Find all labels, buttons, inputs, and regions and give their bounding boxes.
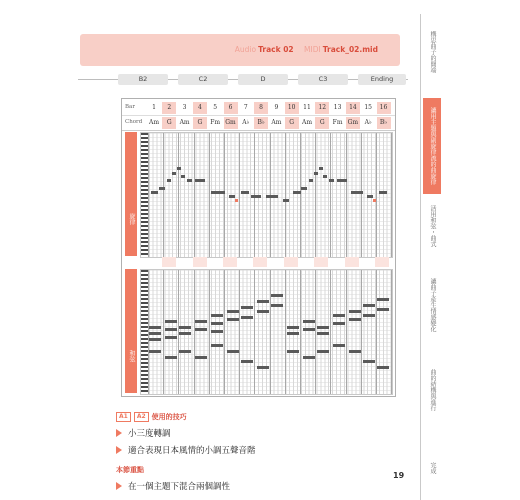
midi-note [257,366,269,369]
strip-cell [345,257,359,267]
nav-item-2-active[interactable]: 讓用主題與副旋律流的曲旋律 [423,98,441,194]
midi-note [149,332,161,335]
bar-number: 8 [254,102,268,114]
midi-note [177,167,181,170]
bar-line [148,133,149,257]
midi-note [165,356,177,359]
bar-number-row [122,101,395,115]
chord-name: B♭ [377,117,391,129]
tip-item: 適合表現日本風情的小調五聲音階 [116,444,406,456]
midi-note [266,195,278,198]
bar-line [346,270,347,394]
bar-line [391,133,392,257]
midi-note [287,332,299,335]
bar-line [270,270,271,394]
midi-note [287,350,299,353]
midi-note [333,322,345,325]
midi-note [367,195,373,198]
midi-note [181,175,185,178]
midi-note [314,172,318,175]
section-c2: C2 [178,74,228,85]
midi-note [241,191,249,194]
bar-line [376,270,377,394]
midi-note [317,326,329,329]
nav-item-4[interactable]: 讓曲子產生情感變化 [429,278,436,332]
midi-note [241,316,253,319]
midi-note [195,356,207,359]
bar-line [178,133,179,257]
midi-label: MIDI [304,45,321,54]
strip-cell [314,257,328,267]
bar-number: 1 [152,104,156,111]
midi-note [211,314,223,317]
midi-note [195,320,207,323]
midi-note [195,328,207,331]
midi-note [235,199,238,202]
bar-number: 13 [333,104,342,111]
midi-note [159,187,165,190]
triangle-bullet-icon [116,429,122,437]
bar-line [239,270,240,394]
chord-name: Fm [332,119,343,126]
midi-track: Track_02.mid [322,45,378,54]
midi-note [149,338,161,341]
chord-name: Fm [210,119,221,126]
bar-line [285,133,286,257]
triangle-bullet-icon [116,446,122,454]
midi-note [165,336,177,339]
midi-note [172,172,176,175]
midi-note [287,326,299,329]
midi-note [337,179,347,182]
strip-cell [162,257,176,267]
nav-item-1[interactable]: 構思曲子的開端 [429,31,436,73]
bar-line [194,133,195,257]
midi-note [251,195,261,198]
chord-name: B♭ [254,117,268,129]
bar-line [346,133,347,257]
tip-item: 小三度轉調 [116,427,406,439]
bar-number: 4 [193,102,207,114]
midi-note [179,326,191,329]
midi-note [317,332,329,335]
midi-note [301,187,307,190]
midi-note [195,179,205,182]
bar-number: 11 [303,104,311,111]
midi-note [303,356,315,359]
chord-name: G [315,117,329,129]
midi-note [211,330,223,333]
section-ending: Ending [358,74,406,85]
midi-note [333,344,345,347]
strip-cell [223,257,237,267]
section-b2: B2 [118,74,168,85]
bar-line [224,270,225,394]
midi-note [333,314,345,317]
track-info [235,45,386,54]
focus-item: 在一個主題下混合兩個調性 [116,480,406,492]
midi-note [363,304,375,307]
midi-note [293,191,301,194]
tips-section [116,412,406,492]
nav-item-5[interactable]: 曲的結構與進行 [429,369,436,411]
midi-note [379,191,387,194]
tag-a2: A2 [134,412,149,422]
chord-name: Am [271,119,282,126]
midi-note [319,167,323,170]
midi-note [241,360,253,363]
midi-note [151,191,158,194]
triangle-bullet-icon [116,482,122,490]
midi-note [349,350,361,353]
midi-note [323,175,327,178]
midi-note [179,332,191,335]
midi-note [257,300,269,303]
page-number: 19 [393,471,405,480]
nav-item-3[interactable]: 活用和弦・曲式 [429,205,436,247]
midi-note [211,322,223,325]
bar-line [361,133,362,257]
bar-line [163,270,164,394]
midi-note [351,191,363,194]
bar-line [224,133,225,257]
strip-cell [375,257,389,267]
section-d: D [238,74,288,85]
bar-line [209,270,210,394]
chord-tag: 和弦 [125,269,137,393]
chord-name: G [285,117,299,129]
bar-line [209,133,210,257]
bar-line [194,270,195,394]
midi-note [303,320,315,323]
score-grid [121,98,396,397]
bar-number: 14 [346,102,360,114]
chord-piano-roll [140,269,393,395]
focus-heading: 本節重點 [116,466,144,474]
midi-note [227,318,239,321]
midi-note [283,199,289,202]
chord-name: Gm [346,117,360,129]
bar-line [239,133,240,257]
bar-number: 7 [243,104,248,111]
chord-name: A♭ [242,119,250,126]
chord-name: Am [148,119,160,126]
midi-note [165,328,177,331]
bar-number: 9 [274,104,279,111]
melody-piano-roll [140,132,393,258]
bar-line [285,270,286,394]
midi-note [363,314,375,317]
bar-number: 3 [182,104,187,111]
bar-row-label: Bar [125,104,135,110]
audio-label: Audio [234,45,257,54]
midi-note [149,350,161,353]
midi-note [211,344,223,347]
bar-line [315,133,316,257]
tag-a1: A1 [116,412,131,422]
section-bar [78,74,408,86]
midi-note [317,350,329,353]
midi-note [271,294,283,297]
midi-note [149,326,161,329]
chapter-side-nav [420,14,443,500]
midi-note [349,310,361,313]
tips-title: 使用的技巧 [151,413,187,421]
midi-note [329,179,334,182]
midi-note [257,310,269,313]
audio-track: Track 02 [258,45,294,54]
midi-note [303,328,315,331]
bar-number: 10 [285,102,299,114]
midi-note [227,350,239,353]
bar-line [391,270,392,394]
bar-number: 2 [162,102,176,114]
midi-note [349,318,361,321]
midi-note [167,179,171,182]
midi-note [187,179,192,182]
bar-line [361,270,362,394]
track-header [80,34,400,66]
strip-cell [193,257,207,267]
midi-note [309,179,313,182]
midi-note [377,366,389,369]
chord-name: G [162,117,176,129]
midi-note [373,199,376,202]
chord-name: Am [179,119,190,126]
midi-note [211,191,225,194]
midi-note [227,310,239,313]
section-c3: C3 [298,74,348,85]
bar-line [254,270,255,394]
bar-number: 5 [213,104,218,111]
midi-note [377,308,389,311]
tips-heading [116,412,406,422]
chord-name: Am [301,119,313,126]
chord-name: G [193,117,207,129]
bar-line [300,270,301,394]
midi-note [229,195,235,198]
bar-line [163,133,164,257]
bar-line [330,270,331,394]
bar-line [330,133,331,257]
nav-item-6[interactable]: 完成 [429,462,436,474]
chord-row-label: Chord [125,119,143,125]
midi-note [363,360,375,363]
strip-cell [284,257,298,267]
chord-name: Gm [224,117,238,129]
section-strip [140,257,391,267]
strip-cell [253,257,267,267]
chord-row [122,115,395,131]
bar-number: 12 [315,102,329,114]
midi-note [377,298,389,301]
chord-name: A♭ [364,119,372,126]
midi-note [241,306,253,309]
midi-note [179,350,191,353]
bar-number: 16 [377,102,391,114]
midi-note [271,304,283,307]
bar-line [300,133,301,257]
bar-line [376,133,377,257]
melody-tag: 旋律 [125,132,137,256]
midi-note [165,320,177,323]
bar-number: 15 [364,104,372,111]
bar-number: 6 [224,102,238,114]
